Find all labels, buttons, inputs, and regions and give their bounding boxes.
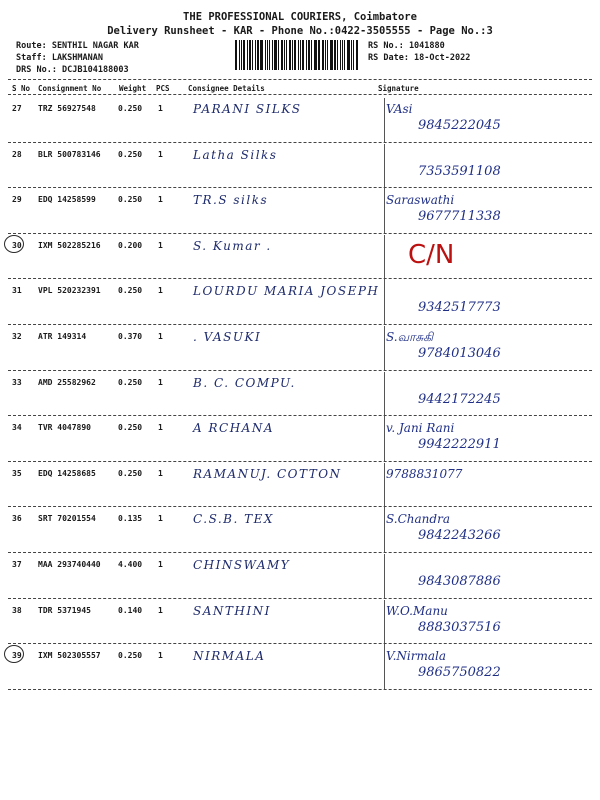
row-consignee: RAMANUJ. COTTON — [193, 466, 342, 481]
signature-column-border — [384, 144, 385, 189]
row-pcs: 1 — [158, 286, 163, 296]
row-sno: 31 — [12, 286, 22, 296]
signature-column-border — [384, 554, 385, 599]
row-divider — [8, 552, 592, 553]
row-weight: 0.140 — [118, 605, 143, 615]
row-divider — [8, 461, 592, 462]
row-sno: 39 — [12, 651, 22, 661]
row-signature-phone: 9442172245 — [418, 391, 501, 407]
row-consignment-no: IXM 502285216 — [38, 240, 101, 250]
row-signature-phone: 9942222911 — [418, 437, 501, 453]
row-consignment-no: TDR 5371945 — [38, 605, 91, 615]
row-divider — [8, 643, 592, 644]
row-signature-phone: 7353591108 — [418, 163, 501, 179]
row-consignee: CHINSWAMY — [193, 558, 291, 572]
row-consignment-no: IXM 502305557 — [38, 651, 101, 661]
row-pcs: 1 — [158, 377, 163, 387]
header-bottom-line — [8, 94, 592, 95]
col-pcs: PCS — [156, 84, 170, 93]
row-consignee: A RCHANA — [193, 421, 274, 436]
row-signature: W.O.Manu — [386, 603, 448, 618]
row-sno: 34 — [12, 423, 22, 433]
row-signature: VAsi — [386, 102, 413, 116]
table-row — [8, 645, 592, 690]
row-consignee: LOURDU MARIA JOSEPH — [193, 284, 380, 299]
row-divider — [8, 187, 592, 188]
table-row — [8, 98, 592, 143]
table-row — [8, 372, 592, 417]
row-pcs: 1 — [158, 514, 163, 524]
table-row — [8, 280, 592, 325]
runsheet-subtitle: Delivery Runsheet - KAR - Phone No.:0422-3505555 - Page No.:3 — [107, 25, 493, 37]
runsheet-title: THE PROFESSIONAL COURIERS, Coimbatore — [183, 11, 417, 23]
row-signature-phone: 9677711338 — [418, 209, 501, 225]
drs-label: DRS No.: DCJB104188003 — [16, 65, 129, 75]
row-signature: Saraswathi — [386, 193, 455, 208]
row-consignee: . VASUKI — [193, 330, 262, 344]
signature-column-border — [384, 463, 385, 508]
signature-column-border — [384, 508, 385, 553]
row-signature-phone: 9865750822 — [418, 665, 501, 681]
rs-number: RS No.: 1041880 — [368, 41, 445, 51]
row-weight: 0.250 — [118, 195, 143, 205]
row-consignment-no: EDQ 14258685 — [38, 468, 96, 478]
row-weight: 0.250 — [118, 651, 143, 661]
row-consignment-no: BLR 500783146 — [38, 149, 101, 159]
signature-column-border — [384, 645, 385, 690]
row-signature: S.Chandra — [386, 512, 450, 527]
row-pcs: 1 — [158, 423, 163, 433]
row-divider — [8, 278, 592, 279]
table-row — [8, 326, 592, 371]
row-divider — [8, 324, 592, 325]
row-consignment-no: SRT 70201554 — [38, 514, 96, 524]
row-weight: 0.250 — [118, 377, 143, 387]
row-weight: 0.200 — [118, 240, 143, 250]
row-signature-phone: 9842243266 — [418, 528, 501, 544]
staff-label: Staff: LAKSHMANAN — [16, 53, 103, 63]
row-consignment-no: TVR 4047890 — [38, 423, 91, 433]
signature-column-border — [384, 280, 385, 325]
col-weight: Weight — [119, 84, 147, 93]
route-label: Route: SENTHIL NAGAR KAR — [16, 41, 139, 51]
table-row — [8, 554, 592, 599]
row-consignment-no: AMD 25582962 — [38, 377, 96, 387]
row-sno: 28 — [12, 149, 22, 159]
col-consignee: Consignee Details — [188, 84, 265, 93]
signature-column-border — [384, 372, 385, 417]
row-signature: 9788831077 — [386, 466, 463, 481]
table-row — [8, 600, 592, 645]
row-divider — [8, 506, 592, 507]
row-divider — [8, 233, 592, 234]
row-weight: 0.370 — [118, 332, 143, 341]
row-signature: V.Nirmala — [386, 649, 446, 664]
row-sno: 30 — [12, 240, 22, 250]
col-consignment: Consignment No — [38, 84, 102, 93]
row-pcs: 1 — [158, 332, 163, 341]
row-signature: v. Jani Rani — [386, 421, 455, 436]
row-divider — [8, 689, 592, 690]
barcode — [235, 40, 359, 70]
rs-date: RS Date: 18-Oct-2022 — [368, 53, 471, 63]
col-sno: S No — [12, 84, 31, 93]
row-signature-phone: 8883037516 — [418, 619, 501, 635]
table-row — [8, 508, 592, 553]
row-sno: 33 — [12, 377, 22, 387]
row-pcs: 1 — [158, 104, 163, 113]
row-sno: 36 — [12, 514, 22, 524]
row-pcs: 1 — [158, 605, 163, 615]
table-row — [8, 235, 592, 280]
table-row — [8, 189, 592, 234]
row-pcs: 1 — [158, 195, 163, 205]
row-divider — [8, 142, 592, 143]
row-consignment-no: MAA 293740440 — [38, 560, 101, 569]
row-sno: 35 — [12, 468, 22, 478]
row-sno: 37 — [12, 560, 22, 569]
row-weight: 0.250 — [118, 468, 143, 478]
row-pcs: 1 — [158, 651, 163, 661]
signature-column-border — [384, 600, 385, 645]
row-signature: S.வாசுகி — [386, 330, 434, 344]
row-divider — [8, 598, 592, 599]
signature-column-border — [384, 235, 385, 280]
row-weight: 0.250 — [118, 286, 143, 296]
signature-column-border — [384, 98, 385, 143]
table-row — [8, 417, 592, 462]
row-pcs: 1 — [158, 240, 163, 250]
row-weight: 0.250 — [118, 104, 143, 113]
row-consignee: PARANI SILKS — [193, 102, 302, 116]
row-consignee: C.S.B. TEX — [193, 512, 274, 527]
row-consignment-no: TRZ 56927548 — [38, 104, 96, 113]
row-signature-note: C/N — [408, 239, 455, 270]
row-consignee: Latha Silks — [193, 147, 278, 162]
row-signature-phone: 9843087886 — [418, 574, 501, 589]
row-divider — [8, 415, 592, 416]
row-sno: 29 — [12, 195, 22, 205]
row-weight: 0.250 — [118, 423, 143, 433]
row-pcs: 1 — [158, 149, 163, 159]
row-signature-phone: 9342517773 — [418, 300, 501, 316]
row-consignee: SANTHINI — [193, 603, 271, 618]
col-signature: Signature — [378, 84, 419, 93]
row-consignment-no: ATR 149314 — [38, 332, 87, 341]
row-sno: 32 — [12, 332, 22, 341]
row-signature-phone: 9784013046 — [418, 346, 501, 361]
header-top-line — [8, 79, 592, 80]
row-consignment-no: EDQ 14258599 — [38, 195, 96, 205]
row-weight: 0.135 — [118, 514, 143, 524]
signature-column-border — [384, 417, 385, 462]
row-consignee: S. Kumar . — [193, 238, 272, 253]
row-consignee: B. C. COMPU. — [193, 375, 296, 390]
row-sno: 27 — [12, 104, 22, 113]
signature-column-border — [384, 326, 385, 371]
row-weight: 4.400 — [118, 560, 143, 569]
table-row — [8, 144, 592, 189]
row-consignee: TR.S silks — [193, 193, 269, 208]
row-pcs: 1 — [158, 560, 163, 569]
row-consignment-no: VPL 520232391 — [38, 286, 101, 296]
row-weight: 0.250 — [118, 149, 143, 159]
row-consignee: NIRMALA — [193, 649, 266, 664]
row-divider — [8, 370, 592, 371]
row-signature-phone: 9845222045 — [418, 118, 501, 133]
signature-column-border — [384, 189, 385, 234]
row-sno: 38 — [12, 605, 22, 615]
row-pcs: 1 — [158, 468, 163, 478]
table-row — [8, 463, 592, 508]
